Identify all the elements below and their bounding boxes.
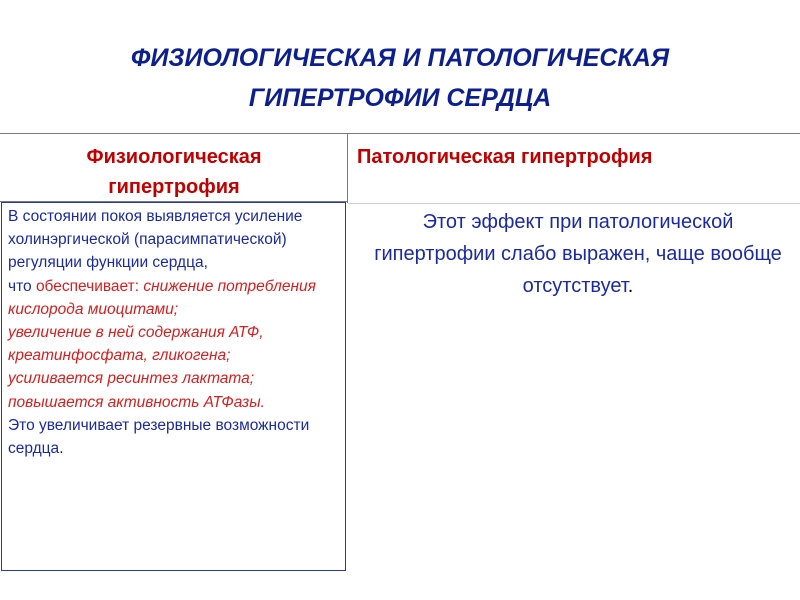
table-top-border [0, 133, 800, 134]
header-bottom-border-right [348, 203, 800, 204]
pathological-body-sentence: Этот эффект при патологической гипертрофии слабо выражен, чаще вообще отсутствует [374, 211, 782, 297]
body-paragraph-2-italic: снижение потребления кислорода миоцитами; [8, 277, 316, 318]
physiological-body-text [8, 205, 344, 460]
header-physiological-line-2: гипертрофия [108, 176, 240, 198]
body-paragraph-4: усиливается ресинтез лактата; повышается активность АТФазы. [8, 370, 265, 411]
slide-title [0, 38, 800, 118]
body-paragraph-1: В состоянии покоя выявляется усиление холинэргической (парасимпатической) регуляции функции сердца, [8, 208, 303, 272]
header-physiological [0, 142, 348, 202]
body-paragraph-2-prefix: что [8, 277, 36, 295]
body-paragraph-5-end: . [59, 440, 64, 458]
body-paragraph-2-keyword: обеспечивает: [35, 277, 140, 295]
body-paragraph-5: Это увеличивает резервные возможности сердца [8, 416, 310, 458]
header-physiological-line-1: Физиологическая [86, 146, 262, 168]
title-line-2: ГИПЕРТРОФИИ СЕРДЦА [248, 84, 552, 112]
body-paragraph-3: увеличение в ней содержания АТФ, креатинфосфата, гликогена; [8, 324, 264, 365]
pathological-body-end: . [627, 275, 634, 297]
pathological-body-text [372, 206, 784, 302]
title-line-1: ФИЗИОЛОГИЧЕСКАЯ И ПАТОЛОГИЧЕСКАЯ [130, 44, 670, 72]
header-pathological: Патологическая гипертрофия [357, 146, 653, 168]
